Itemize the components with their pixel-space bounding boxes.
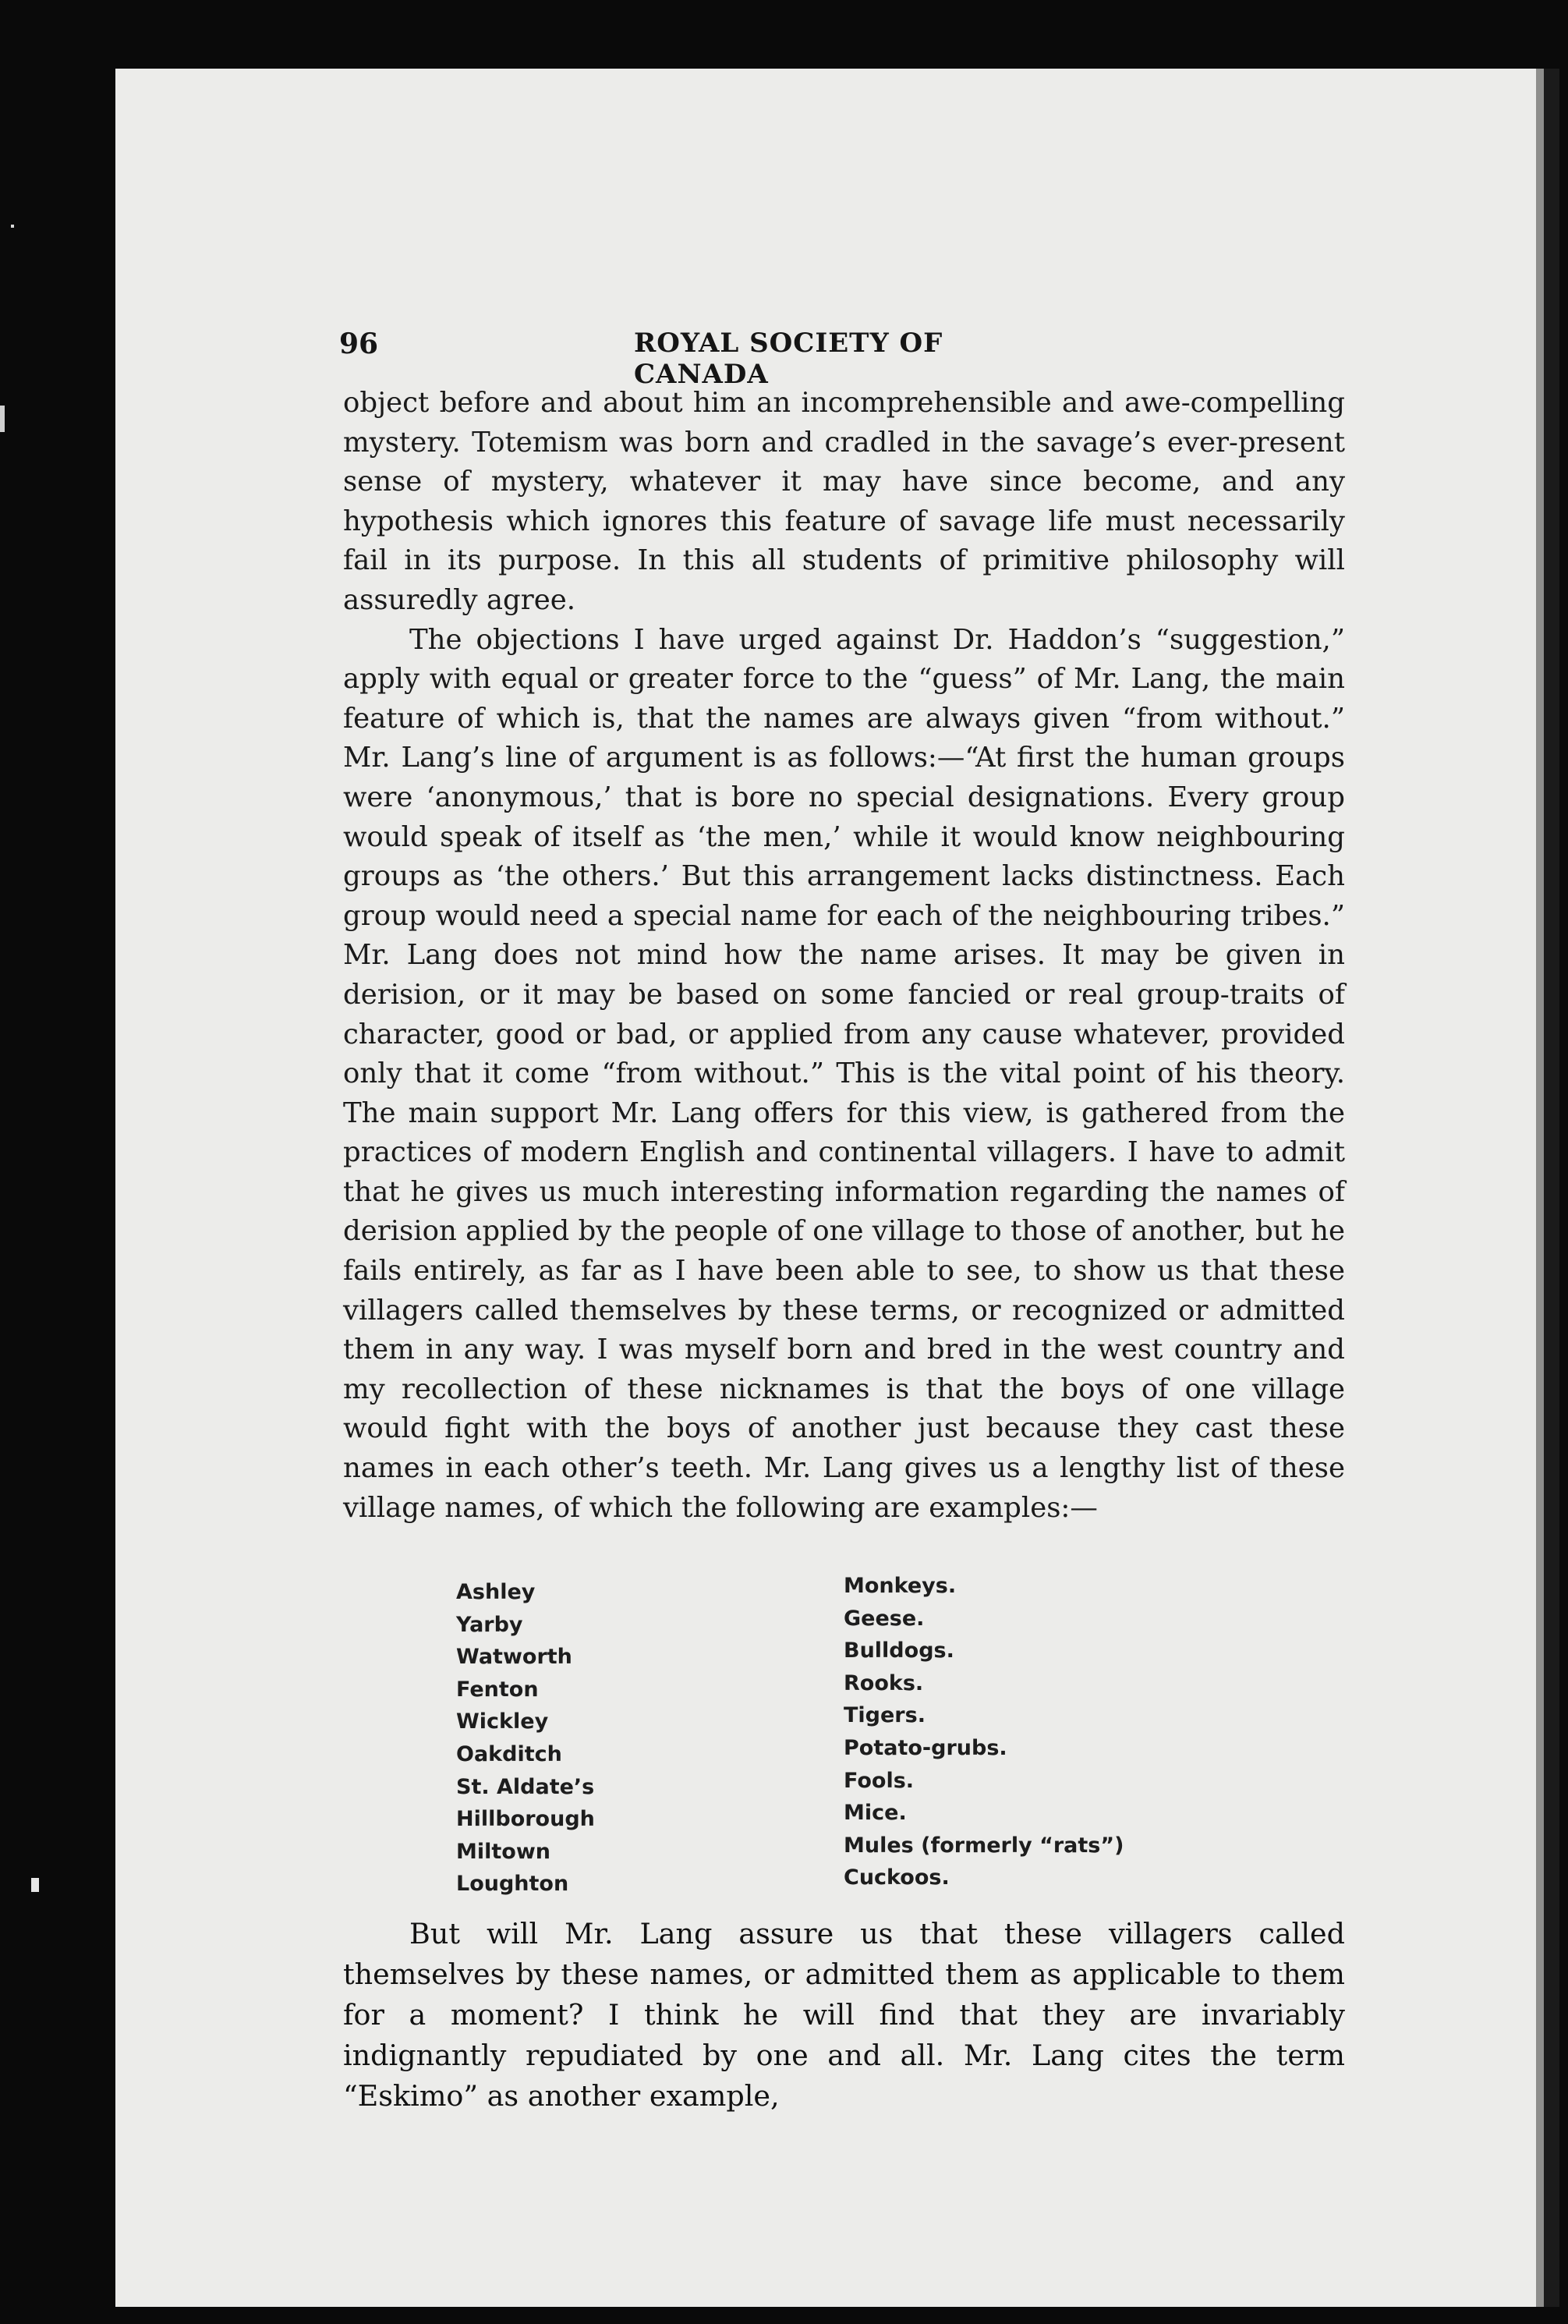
- list-row: [456, 1606, 1189, 1642]
- village-name: Loughton: [456, 1872, 569, 1897]
- village-nickname: Mice.: [844, 1801, 907, 1826]
- body-text-continued: [343, 1914, 1345, 2117]
- village-nickname: Bulldogs.: [844, 1638, 954, 1663]
- dust-speck: [31, 1878, 39, 1892]
- village-nickname: Rooks.: [844, 1670, 924, 1695]
- list-row: [456, 1768, 1189, 1805]
- list-row: [456, 1735, 1189, 1772]
- body-text: [343, 384, 1345, 1528]
- village-name: Fenton: [456, 1677, 539, 1702]
- village-name: Watworth: [456, 1645, 572, 1670]
- village-name: Yarby: [456, 1612, 523, 1637]
- village-nickname: Mules (formerly “rats”): [844, 1833, 1124, 1858]
- list-row: [456, 1574, 1189, 1610]
- village-nickname: Monkeys.: [844, 1574, 957, 1598]
- page-number: 96: [339, 328, 379, 360]
- village-nickname: Tigers.: [844, 1703, 926, 1728]
- village-name: St. Aldate’s: [456, 1774, 595, 1799]
- dust-speck: [11, 225, 14, 228]
- village-names-list: [456, 1574, 1189, 1901]
- village-name: Hillborough: [456, 1807, 595, 1832]
- paragraph-lang-argument: The objections I have urged against Dr. Haddon’s “suggestion,” apply with equal or greater force to the “guess” of Mr. Lang, the main feature of which is, that the names are always given “from without.” Mr. Lang’s line of argument is as follows:—“At first the human groups were ‘anonymous,’ that is bore no special designations. Every group would speak of itself as ‘the men,’ while it would know neighbouring groups as ‘the others.’ But this arrangement lacks distinctness. Each group would need a special name for each of the neighbouring tribes.” Mr. Lang does not mind how the name arises. It may be given in derision, or it may be based on some fancied or real group-traits of character, good or bad, or applied from any cause whatever, provided only that it come “from without.” This is the vital point of his theory. The main support Mr. Lang offers for this view, is gathered from the practices of modern English and continental villagers. I have to admit that he gives us much interesting information regarding the names of derision applied by the people of one village to those of another, but he fails entirely, as far as I have been able to see, to show us that these villagers called themselves by these terms, or recognized or admitted them in any way. I was myself born and bred in the west country and my recollection of these nicknames is that the boys of one village would fight with the boys of another just because they cast these names in each other’s teeth. Mr. Lang gives us a lengthy list of these village names, of which the following are examples:—: [343, 623, 1346, 1524]
- village-name: Miltown: [456, 1839, 550, 1864]
- village-nickname: Geese.: [844, 1606, 925, 1631]
- list-row: [456, 1670, 1189, 1707]
- running-title: ROYAL SOCIETY OF CANADA: [634, 328, 943, 390]
- paragraph-repudiation: But will Mr. Lang assure us that these villagers called themselves by these names, or admitted them as applicable to them for a moment? I think he will find that they are invariably indignantly repudiated by one and all. Mr. Lang cites the term “Eskimo” as another example,: [343, 1917, 1345, 2113]
- dust-speck: [0, 406, 5, 432]
- page-edge: [1544, 69, 1559, 2307]
- village-name: Wickley: [456, 1709, 549, 1734]
- village-nickname: Cuckoos.: [844, 1865, 950, 1890]
- village-nickname: Fools.: [844, 1768, 915, 1793]
- village-name: Oakditch: [456, 1741, 562, 1766]
- list-row: [456, 1865, 1189, 1901]
- running-head: [339, 328, 1053, 390]
- list-row: [456, 1703, 1189, 1739]
- list-row: [456, 1638, 1189, 1674]
- village-name: Ashley: [456, 1580, 536, 1604]
- village-nickname: Potato-grubs.: [844, 1735, 1007, 1760]
- paragraph-continued: object before and about him an incomprehensible and awe-compelling mystery. Totemism was born and cradled in the savage’s ever-present sense of mystery, whatever it may have since become, and any hypothesis which ignores this feature of savage life must necessarily fail in its purpose. In this all students of primitive philosophy will assuredly agree.: [343, 387, 1345, 616]
- page-shadow: [1536, 69, 1544, 2307]
- list-row: [456, 1833, 1189, 1869]
- list-row: [456, 1801, 1189, 1837]
